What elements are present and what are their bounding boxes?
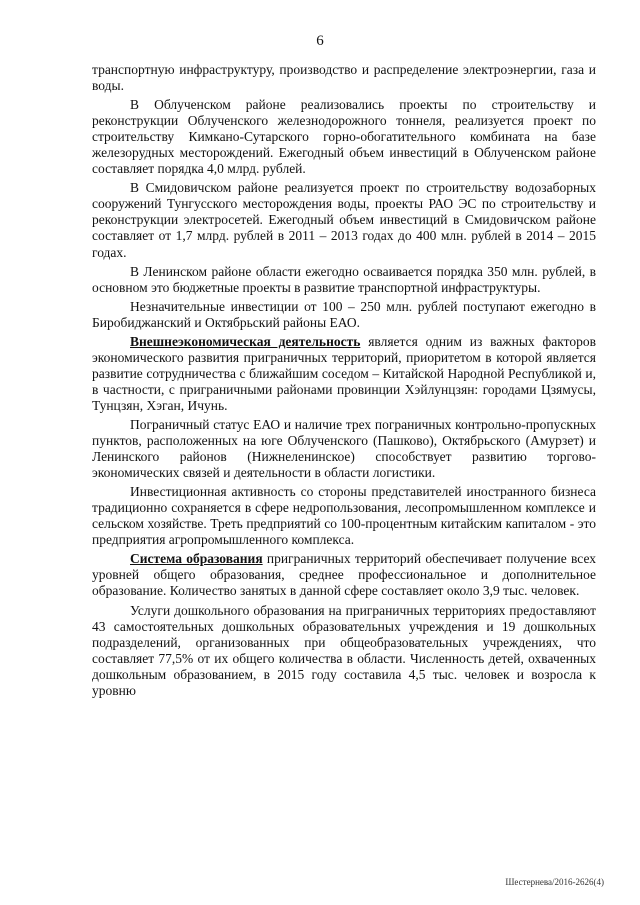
paragraph (92, 334, 596, 414)
paragraph: Пограничный статус ЕАО и наличие трех пограничных контрольно-пропускных пунктов, расположенных на юге Облученского (Пашково), Октябрьского (Амурзет) и Ленинского районов (Нижнеленинское) способствует развитию торгово-экономических связей и деятельности в области логистики. (92, 416, 596, 481)
paragraph: Инвестиционная активность со стороны представителей иностранного бизнеса традиционно сохраняется в сфере недропользования, лесопромышленном комплексе и сельском хозяйстве. Треть предприятий со 100-процентным китайским капиталом - это предприятия агропромышленного комплекса. (92, 484, 596, 548)
section-heading: Внешнеэкономическая деятельность (130, 333, 361, 349)
section-heading: Система образования (130, 551, 263, 567)
paragraph: транспортную инфраструктуру, производство и распределение электроэнергии, газа и воды. (92, 62, 596, 94)
paragraph: Услуги дошкольного образования на приграничных территориях предоставляют 43 самостоятельных дошкольных образовательных учреждения и 19 дошкольных подразделений, организованных при общеобразовательных учреждениях, что составляет 77,5% от их общего количества в области. Численность детей, охваченных дошкольным образованием, в 2015 году составила 4,5 тыс. человек и возросла к уровню (92, 602, 596, 698)
paragraph: В Смидовичском районе реализуется проект по строительству водозаборных сооружений Тунгусского месторождения воды, проекты РАО ЭС по строительству и реконструкции электросетей. Ежегодный объем инвестиций в Смидовичском районе составляет от 1,7 млрд. рублей в 2011 – 2013 годах до 400 млн. рублей в 2014 – 2015 годах. (92, 180, 596, 260)
paragraph: В Облученском районе реализовались проекты по строительству и реконструкции Облученского железнодорожного тоннеля, реализуется проект по строительству Кимкано-Сутарского горно-обогатительного комбината на базе железорудных месторождений. Ежегодный объем инвестиций в Облученском районе составляет порядка 4,0 млрд. рублей. (92, 97, 596, 177)
paragraph-text: является одним из важных факторов экономического развития приграничных территорий, приоритетом в которой является развитие сотрудничества с ближайшим соседом – Китайской Народной Республикой и, в частности, с приграничными районами провинции Хэйлунцзян: городами Цзямусы, Тунцзян, Хэган, Ичунь. (92, 333, 596, 413)
document-code: Шестернева/2016-2626(4) (505, 877, 604, 887)
document-body (92, 62, 596, 702)
paragraph-text: приграничных территорий обеспечивает получение всех уровней общего образования, среднее профессиональное и дополнительное образование. Количество занятых в данной сфере составляет около 3,9 тыс. человек. (92, 551, 597, 599)
paragraph: В Ленинском районе области ежегодно осваивается порядка 350 млн. рублей, в основном это бюджетные проекты в развитие транспортной инфраструктуры. (92, 263, 596, 295)
paragraph (92, 551, 596, 599)
paragraph: Незначительные инвестиции от 100 – 250 млн. рублей поступают ежегодно в Биробиджанский и Октябрьский районы ЕАО. (92, 298, 596, 330)
page-number: 6 (316, 33, 324, 49)
